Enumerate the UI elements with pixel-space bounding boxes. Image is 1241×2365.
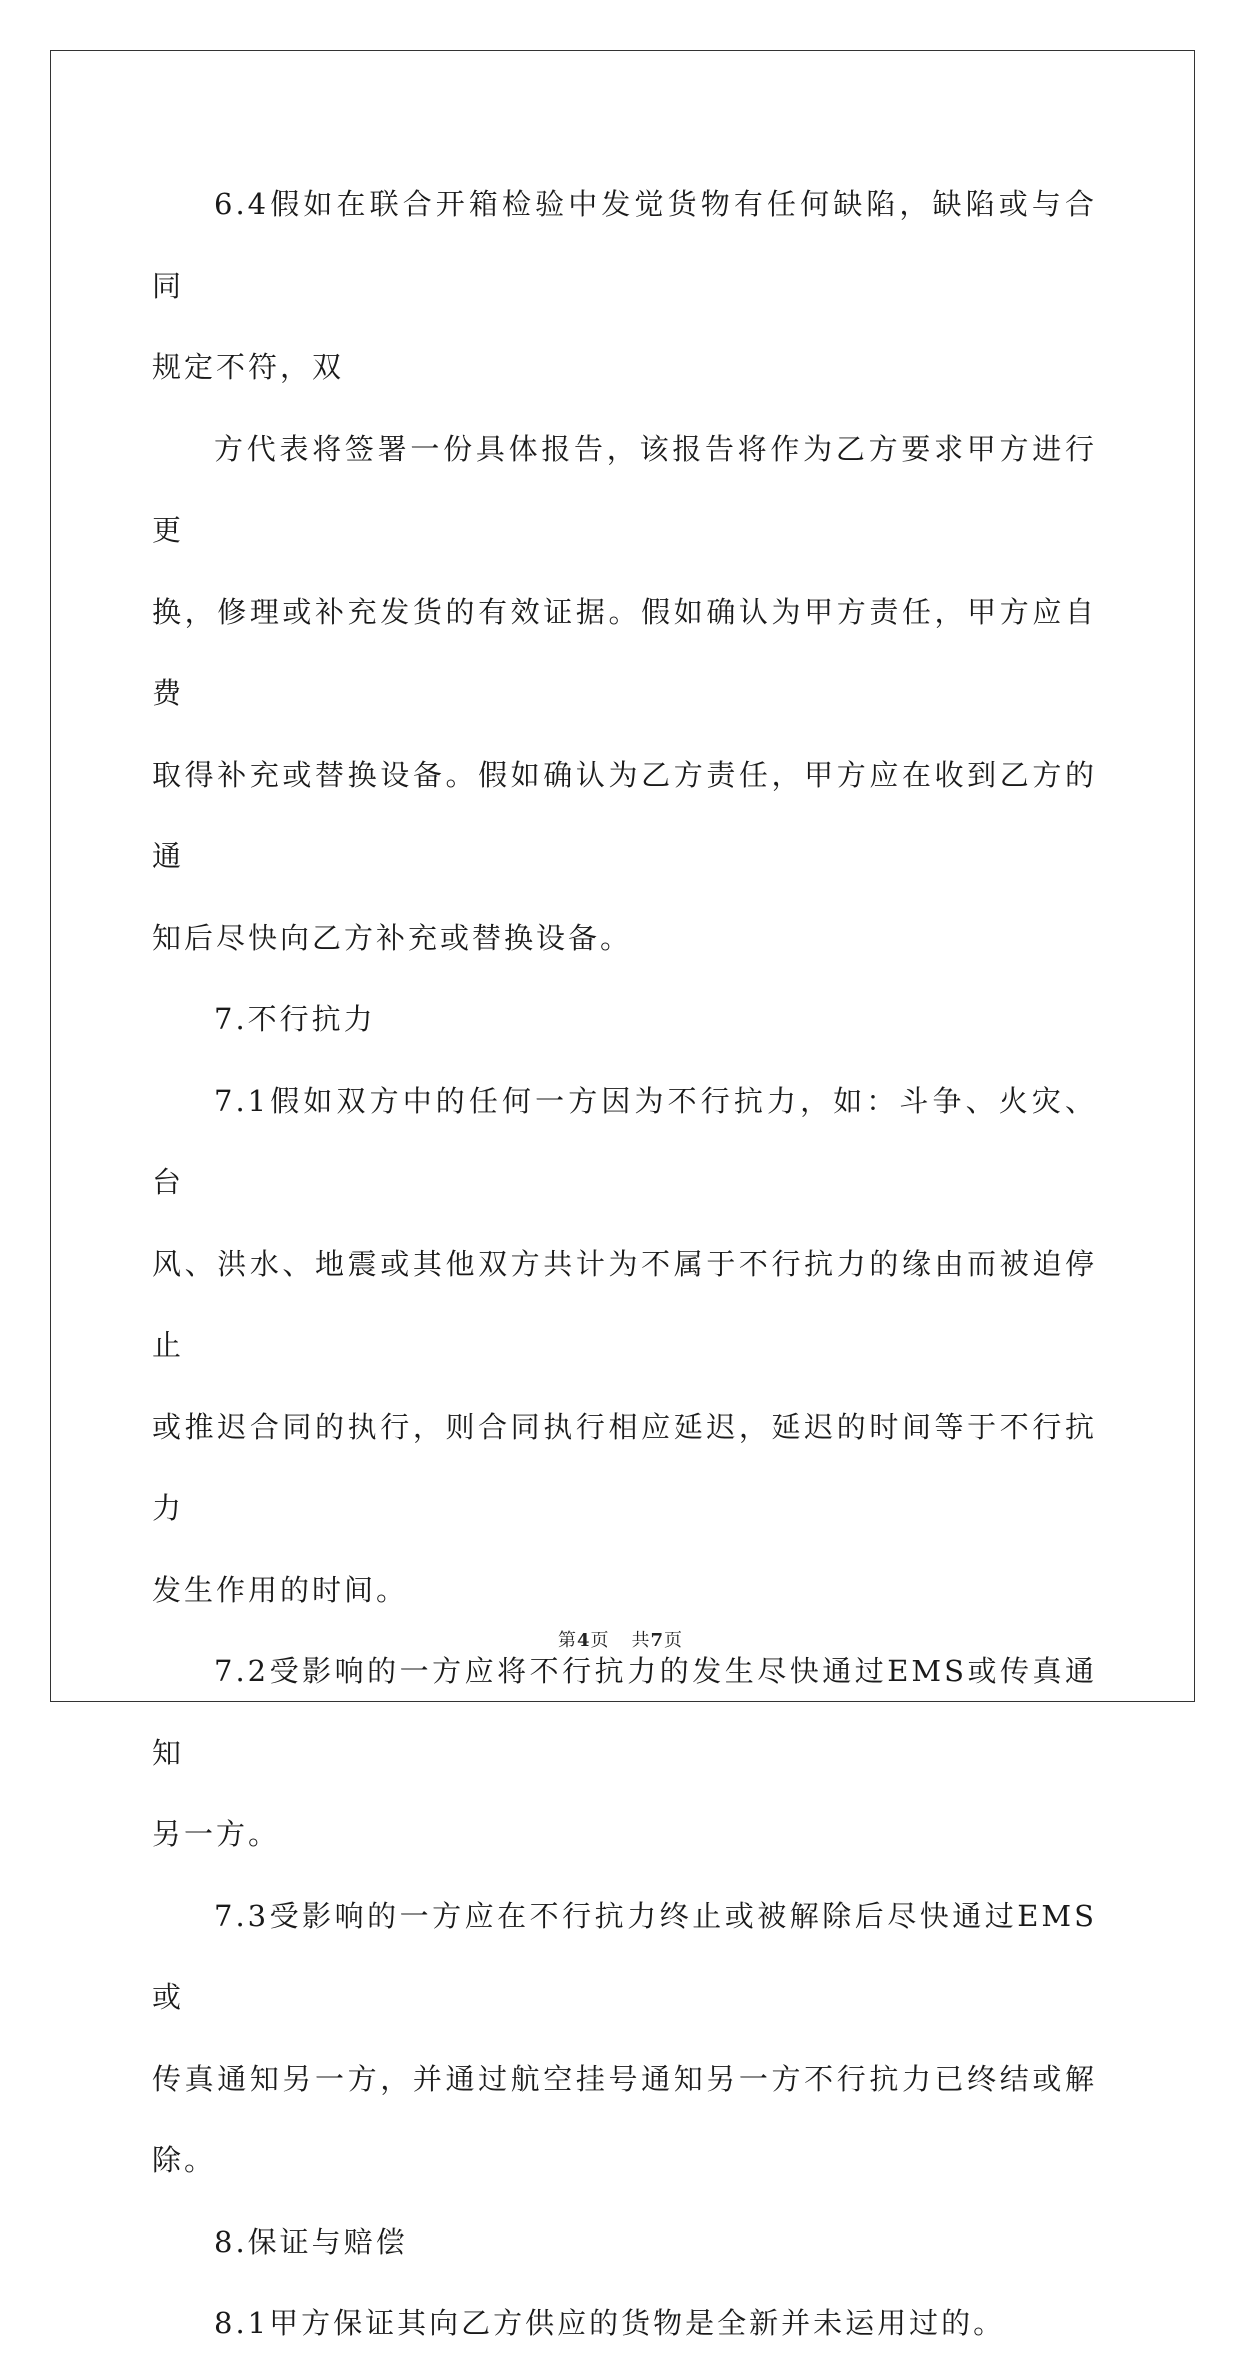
- text-line: 6.4假如在联合开箱检验中发觉货物有任何缺陷，缺陷或与合同: [152, 187, 1097, 303]
- text-line: 7.1假如双方中的任何一方因为不行抗力，如：斗争、火灾、台: [152, 1083, 1097, 1199]
- page-footer: [0, 1626, 1241, 1652]
- text-line: 8.1甲方保证其向乙方供应的货物是全新并未运用过的。: [214, 2306, 1006, 2340]
- text-line: 风、洪水、地震或其他双方共计为不属于不行抗力的缘由而被迫停止: [152, 1246, 1097, 1362]
- paragraph-7-3: [152, 1876, 1097, 2202]
- text-line: 7.不行抗力: [214, 1002, 376, 1036]
- text-line: 换，修理或补充发货的有效证据。假如确认为甲方责任，甲方应自费: [152, 594, 1097, 710]
- text-line: 7.3受影响的一方应在不行抗力终止或被解除后尽快通过EMS或: [152, 1898, 1097, 2014]
- section-heading-7: [152, 979, 1097, 1061]
- section-heading-8: [152, 2202, 1097, 2284]
- text-line: 方代表将签署一份具体报告，该报告将作为乙方要求甲方进行更: [152, 431, 1097, 547]
- text-line: 取得补充或替换设备。假如确认为乙方责任，甲方应在收到乙方的通: [152, 757, 1097, 873]
- text-line: 发生作用的时间。: [152, 1572, 409, 1607]
- paragraph-7-2: [152, 1631, 1097, 1876]
- page-number: 4: [576, 1630, 591, 1651]
- page-prefix: 第: [557, 1630, 577, 1651]
- text-line: 规定不符，双: [152, 350, 345, 384]
- total-suffix: 页: [664, 1630, 684, 1651]
- text-line: 7.2受影响的一方应将不行抗力的发生尽快通过EMS或传真通知: [152, 1654, 1097, 1770]
- text-line: 传真通知另一方，并通过航空挂号通知另一方不行抗力已终结或解除。: [152, 2061, 1097, 2177]
- paragraph-6-4: [152, 164, 1097, 409]
- paragraph-6-4-continued: [152, 409, 1097, 980]
- paragraph-7-1: [152, 1061, 1097, 1632]
- text-line: 8.保证与赔偿: [214, 2224, 408, 2259]
- text-line: 知后尽快向乙方补充或替换设备。: [152, 920, 633, 955]
- paragraph-8-1: [152, 2283, 1097, 2365]
- text-line: 或推迟合同的执行，则合同执行相应延迟，延迟的时间等于不行抗力: [152, 1409, 1097, 1525]
- total-prefix: 共: [631, 1630, 651, 1651]
- page-suffix: 页: [590, 1630, 610, 1651]
- total-pages: 7: [650, 1630, 665, 1651]
- document-body: [152, 164, 1097, 2365]
- text-line: 另一方。: [152, 1817, 281, 1851]
